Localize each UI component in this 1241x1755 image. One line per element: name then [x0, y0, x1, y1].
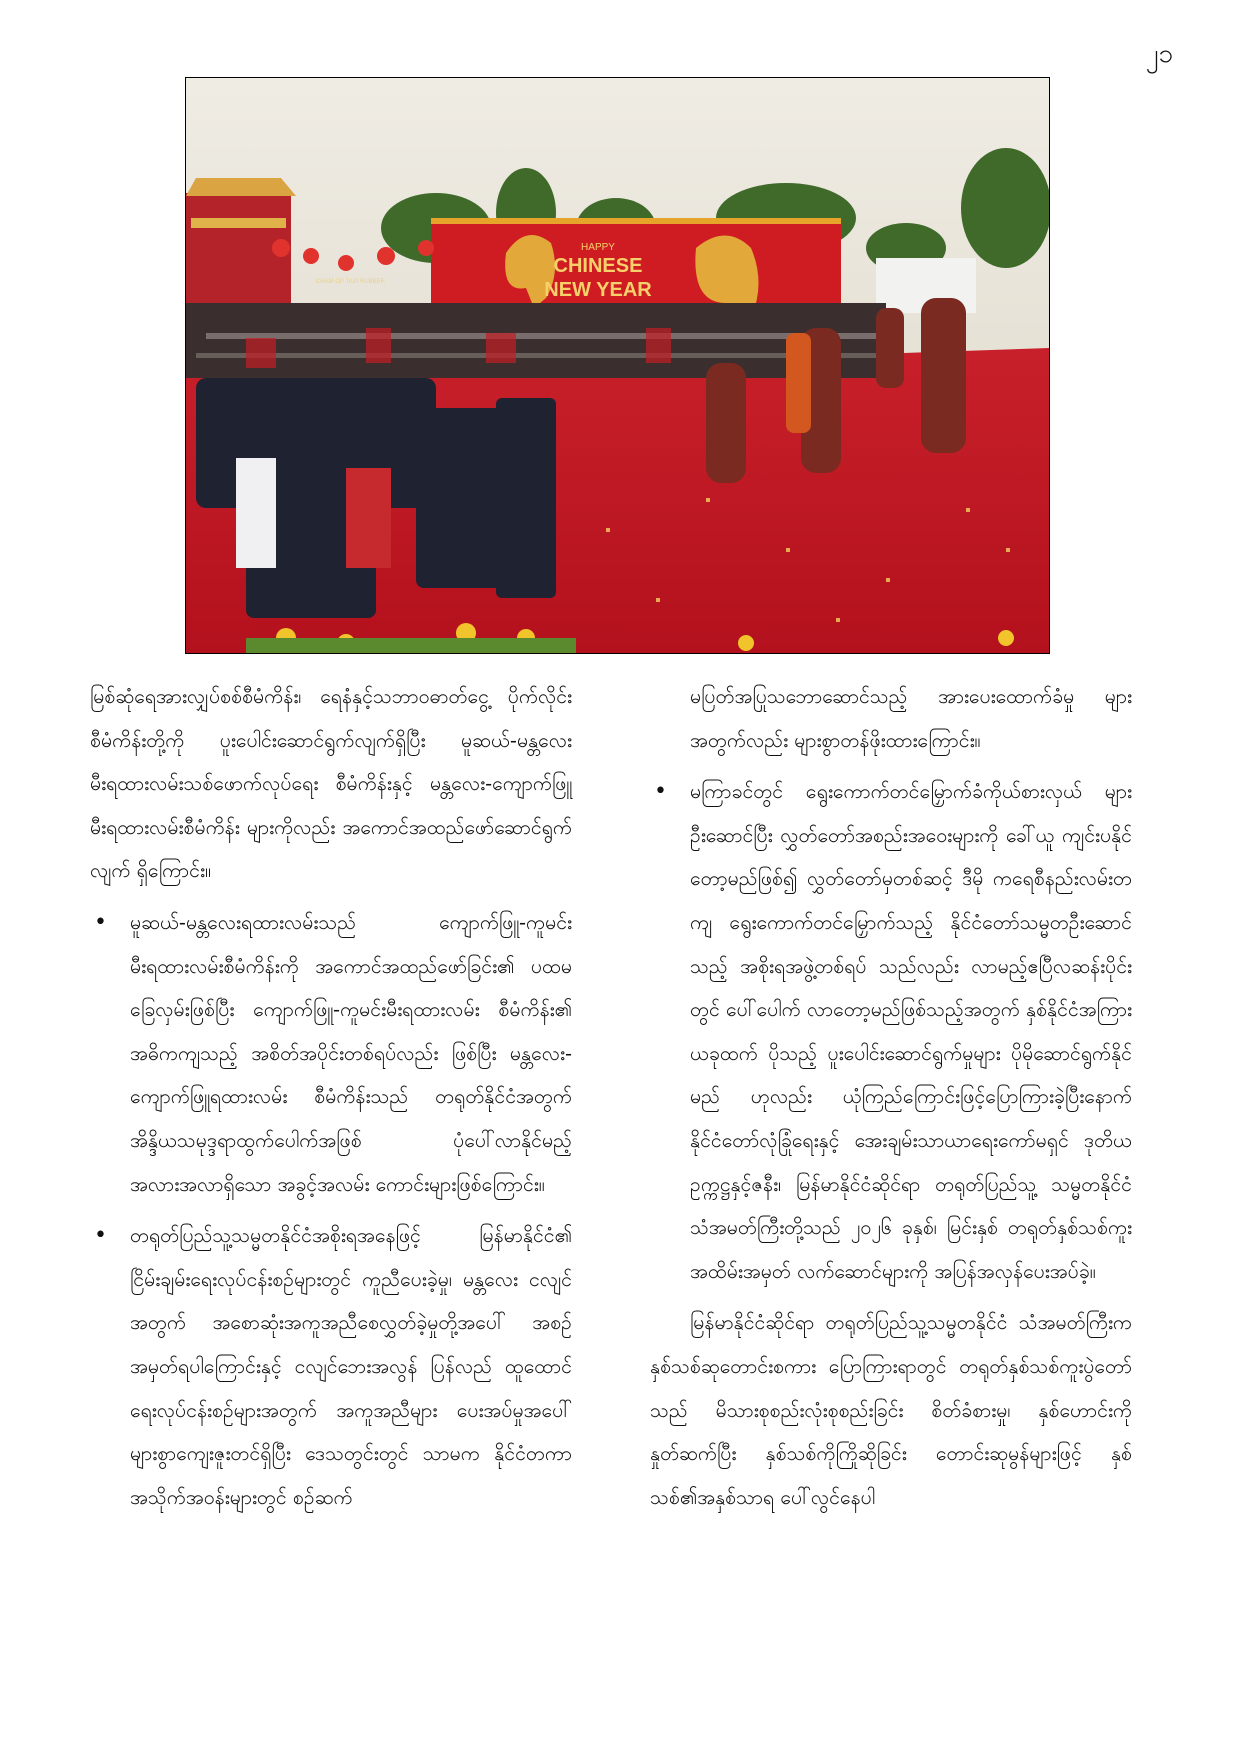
bullet-point: • မကြာခင်တွင် ရွေးကောက်တင်မြှောက်ခံကိုယ်စားလှယ် များဦးဆောင်ပြီး လွှတ်တော်အစည်းအဝေးများကို ခေါ်ယူ ကျင်းပနိုင်တော့မည်ဖြစ်၍ လွှတ်တော်မှတစ်ဆင့် ဒီမို ကရေစီနည်းလမ်းတကျ ရွေးကောက်တင်မြှောက်သည့် နိုင်ငံတော်သမ္မတဦးဆောင်သည့် အစိုးရအဖွဲ့တစ်ရပ် သည်လည်း လာမည့်ဧပြီလဆန်းပိုင်းတွင် ပေါ်ပေါက် လာတော့မည်ဖြစ်သည့်အတွက် နှစ်နိုင်ငံအကြား ယခုထက် ပိုသည့် ပူးပေါင်းဆောင်ရွက်မှုများ ပိုမိုဆောင်ရွက်နိုင်မည် ဟုလည်း ယုံကြည်ကြောင်းဖြင့်ပြောကြားခဲ့ပြီးနောက် နိုင်ငံတော်လုံခြုံရေးနှင့် အေးချမ်းသာယာရေးကော်မရှင် ဒုတိယဥက္ကဋ္ဌနှင့်ဇနီး၊ မြန်မာနိုင်ငံဆိုင်ရာ တရုတ်ပြည်သူ့ သမ္မတနိုင်ငံ သံအမတ်ကြီးတို့သည် ၂၀၂၆ ခုနှစ်၊ မြင်းနှစ် တရုတ်နှစ်သစ်ကူးအထိမ်းအမှတ် လက်ဆောင်များကို အပြန်အလှန်ပေးအပ်ခဲ့။: [650, 770, 1132, 1293]
ceremony-illustration: [186, 78, 1049, 653]
continued-paragraph: မပြတ်အပြုသဘောဆောင်သည့် အားပေးထောက်ခံမှု များအတွက်လည်း များစွာတန်ဖိုးထားကြောင်း။: [690, 685, 1132, 752]
page-number: ၂၁: [1145, 39, 1173, 69]
event-photo: [185, 77, 1050, 654]
banner-happy-text: HAPPY: [581, 242, 615, 253]
banner-line2-text: NEW YEAR: [544, 279, 652, 301]
closing-paragraph: မြန်မာနိုင်ငံဆိုင်ရာ တရုတ်ပြည်သူ့သမ္မတနိုင်ငံ သံအမတ်ကြီးက နှစ်သစ်ဆုတောင်းစကား ပြောကြားရာတွင် တရုတ်နှစ်သစ်ကူးပွဲတော်သည် မိသားစုစည်းလုံးစုစည်းခြင်း စိတ်ခံစားမှု၊ နှစ်ဟောင်းကိုနှုတ်ဆက်ပြီး နှစ်သစ်ကိုကြိုဆိုခြင်း တောင်းဆုမွန်များဖြင့် နှစ်သစ်၏အနှစ်သာရ ပေါ်လွင်နေပါ: [650, 1311, 1132, 1509]
sign-text: CHAM OP TAXI RUBBER: [316, 279, 386, 285]
bullet-point: • မူဆယ်-မန္တလေးရထားလမ်းသည် ကျောက်ဖြူ-ကူမင်း မီးရထားလမ်းစီမံကိန်းကို အကောင်အထည်ဖော်ခြင်း၏ ပထမခြေလှမ်းဖြစ်ပြီး ကျောက်ဖြူ-ကူမင်းမီးရထားလမ်း စီမံကိန်း၏ အဓိကကျသည့် အစိတ်အပိုင်းတစ်ရပ်လည်း ဖြစ်ပြီး မန္တလေး-ကျောက်ဖြူရထားလမ်း စီမံကိန်းသည် တရုတ်နိုင်ငံအတွက် အိန္ဒိယသမုဒ္ဒရာထွက်ပေါက်အဖြစ် ပုံပေါ်လာနိုင်မည့် အလားအလာရှိသော အခွင့်အလမ်း ကောင်းများဖြစ်ကြောင်း။: [90, 901, 572, 1206]
right-column: [650, 675, 1132, 1519]
bullet-point: • တရုတ်ပြည်သူ့သမ္မတနိုင်ငံအစိုးရအနေဖြင့် မြန်မာနိုင်ငံ၏ ငြိမ်းချမ်းရေးလုပ်ငန်းစဉ်များတွင် ကူညီပေးခဲ့မှု၊ မန္တလေး ငလျင်အတွက် အစောဆုံးအကူအညီစေလွှတ်ခဲ့မှုတို့အပေါ် အစဉ်အမှတ်ရပါကြောင်းနှင့် ငလျင်ဘေးအလွန် ပြန်လည် ထူထောင်ရေးလုပ်ငန်းစဉ်များအတွက် အကူအညီများ ပေးအပ်မှုအပေါ် များစွာကျေးဇူးတင်ရှိပြီး ဒေသတွင်းတွင် သာမက နိုင်ငံတကာအသိုက်အဝန်းများတွင် စဉ်ဆက်: [90, 1214, 572, 1519]
intro-paragraph: မြစ်ဆုံရေအားလျှပ်စစ်စီမံကိန်း၊ ရေနံနှင့်သဘာဝဓာတ်ငွေ့ ပိုက်လိုင်းစီမံကိန်းတို့ကို ပူးပေါင်းဆောင်ရွက်လျက်ရှိပြီး မူဆယ်-မန္တလေး မီးရထားလမ်းသစ်ဖောက်လုပ်ရေး စီမံကိန်းနှင့် မန္တလေး-ကျောက်ဖြူမီးရထားလမ်းစီမံကိန်း များကိုလည်း အကောင်အထည်ဖော်ဆောင်ရွက်လျက် ရှိကြောင်း။: [90, 685, 572, 883]
left-column: [90, 675, 572, 1519]
banner-line1-text: CHINESE: [553, 255, 643, 277]
